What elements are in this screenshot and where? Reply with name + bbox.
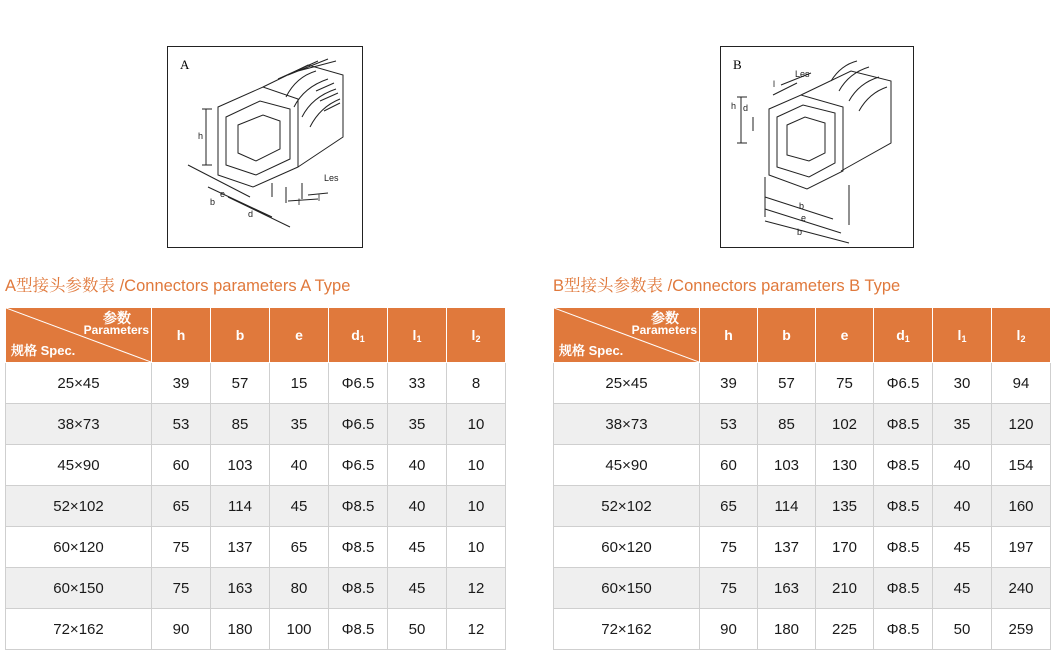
label-b-b1: b xyxy=(797,227,803,237)
corner-spec: 规格 Spec. xyxy=(11,343,76,358)
table-row: 60×150 75 163 80 Φ8.5 45 12 xyxy=(6,568,506,609)
col-d1: $d_1$ xyxy=(329,308,388,363)
label-les: Les xyxy=(324,173,339,183)
connector-a-drawing xyxy=(168,47,362,247)
diagram-b xyxy=(720,46,914,248)
table-row: 25×45 39 57 15 Φ6.5 33 8 xyxy=(6,363,506,404)
corner-cn: 参数 xyxy=(651,310,679,326)
table-row: 52×102 65 114 45 Φ8.5 40 10 xyxy=(6,486,506,527)
label-b: b xyxy=(210,197,216,207)
diagram-b-letter: B xyxy=(733,57,742,72)
label-b-les: Les xyxy=(795,69,810,79)
table-row: 60×120 75 137 170 Φ8.5 45 197 xyxy=(554,527,1051,568)
col-h: h xyxy=(152,308,211,363)
corner-en: Parameters xyxy=(631,323,697,337)
col-b: b xyxy=(758,308,816,363)
label-b-e: e xyxy=(801,213,807,223)
table-row: 72×162 90 180 225 Φ8.5 50 259 xyxy=(554,609,1051,650)
label-h: h xyxy=(198,131,204,141)
col-l2: $l_2$ xyxy=(992,308,1051,363)
table-row: 25×45 39 57 75 Φ6.5 30 94 xyxy=(554,363,1051,404)
table-row: 38×73 53 85 102 Φ8.5 35 120 xyxy=(554,404,1051,445)
col-d1: $d_1$ xyxy=(874,308,933,363)
table-a-title: A型接头参数表 /Connectors parameters A Type xyxy=(5,277,351,295)
col-e: e xyxy=(270,308,329,363)
label-l1: l xyxy=(318,193,320,203)
label-b-l1: l xyxy=(773,79,775,89)
table-row: 45×90 60 103 130 Φ8.5 40 154 xyxy=(554,445,1051,486)
table-b-title: B型接头参数表 /Connectors parameters B Type xyxy=(553,277,901,295)
col-e: e xyxy=(816,308,874,363)
col-l1: $l_1$ xyxy=(933,308,992,363)
corner-en: Parameters xyxy=(83,323,149,337)
label-b-d: d xyxy=(743,103,749,113)
table-row: 60×120 75 137 65 Φ8.5 45 10 xyxy=(6,527,506,568)
diagram-a-letter: A xyxy=(180,57,190,72)
table-a-corner xyxy=(6,308,152,363)
table-row: 72×162 90 180 100 Φ8.5 50 12 xyxy=(6,609,506,650)
table-a-header xyxy=(6,308,506,363)
label-b-b: b xyxy=(799,201,805,211)
label-d1: d xyxy=(248,209,254,219)
table-row: 52×102 65 114 135 Φ8.5 40 160 xyxy=(554,486,1051,527)
col-h: h xyxy=(700,308,758,363)
corner-cn: 参数 xyxy=(103,310,131,326)
table-row: 38×73 53 85 35 Φ6.5 35 10 xyxy=(6,404,506,445)
table-b-corner xyxy=(554,308,700,363)
col-b: b xyxy=(211,308,270,363)
connector-b-drawing xyxy=(721,47,913,247)
col-l2: $l_2$ xyxy=(447,308,506,363)
diagram-a xyxy=(167,46,363,248)
table-a xyxy=(5,307,506,650)
table-row: 45×90 60 103 40 Φ6.5 40 10 xyxy=(6,445,506,486)
label-e: e xyxy=(220,189,226,199)
table-row: 60×150 75 163 210 Φ8.5 45 240 xyxy=(554,568,1051,609)
label-b-h: h xyxy=(731,101,737,111)
col-l1: $l_1$ xyxy=(388,308,447,363)
corner-spec: 规格 Spec. xyxy=(559,343,624,358)
table-b-header xyxy=(554,308,1051,363)
table-b xyxy=(553,307,1051,650)
label-l2: l xyxy=(298,197,300,207)
